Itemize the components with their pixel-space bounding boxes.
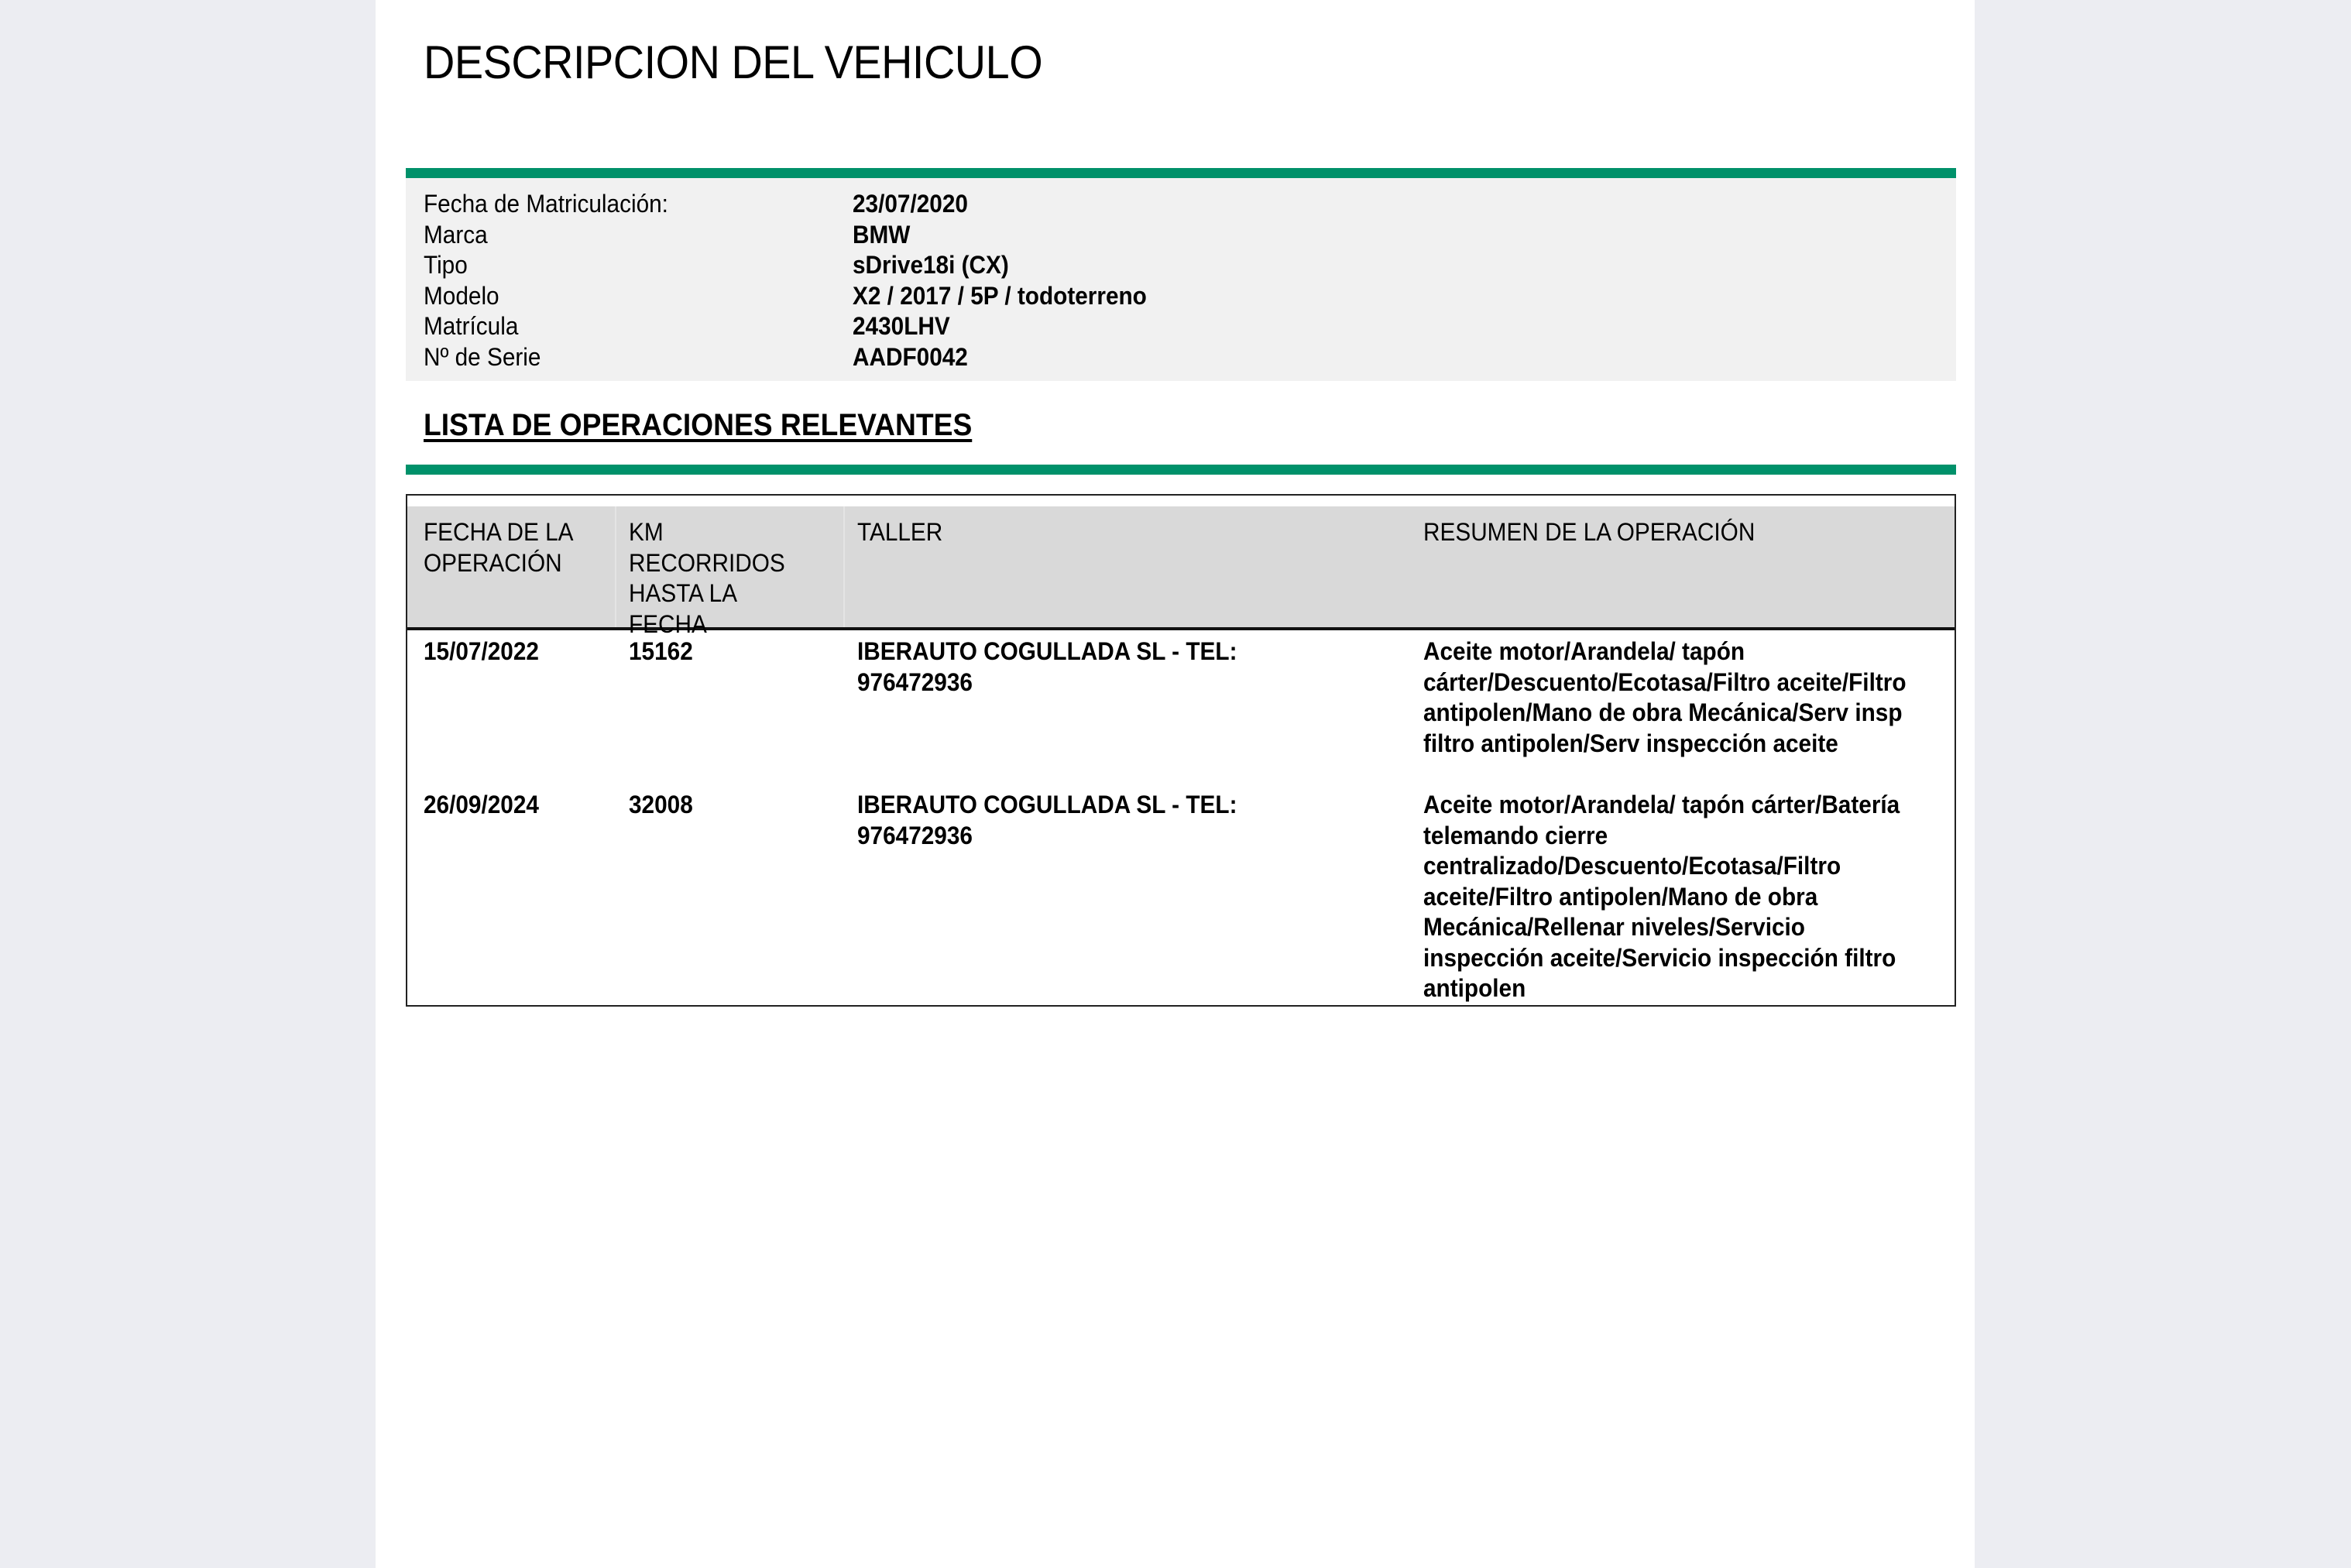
column-header-summary: RESUMEN DE LA OPERACIÓN [1423,518,1756,546]
cell-summary: Aceite motor/Arandela/ tapón cárter/Descuento/Ecotasa/Filtro aceite/Filtro antipolen/Mano de obra Mecánica/Serv insp filtro antipolen/Serv inspección aceite [1423,637,1907,757]
cell-date: 26/09/2024 [424,791,539,818]
info-row-type [406,249,1956,280]
info-label: Matrícula [424,312,519,340]
info-value: 23/07/2020 [853,190,968,218]
info-row-brand [406,219,1956,250]
cell-km: 15162 [629,637,693,665]
info-row-registration-date [406,188,1956,219]
cell-km: 32008 [629,791,693,818]
info-value: BMW [853,220,911,249]
info-label: Nº de Serie [424,342,541,371]
column-separator [615,506,616,627]
info-value: AADF0042 [853,342,968,371]
table-row [407,790,1955,1004]
info-label: Modelo [424,281,499,310]
info-label: Marca [424,220,488,249]
column-header-km: KM RECORRIDOS HASTA LA FECHA [629,518,785,638]
operations-table [406,494,1956,1007]
cell-workshop: IBERAUTO COGULLADA SL - TEL: 976472936 [857,791,1237,849]
info-row-serial [406,341,1956,372]
vehicle-info-panel [406,178,1956,381]
section-title: LISTA DE OPERACIONES RELEVANTES [424,408,973,442]
info-value: 2430LHV [853,312,950,340]
info-value: sDrive18i (CX) [853,251,1009,279]
info-label: Fecha de Matriculación: [424,190,668,218]
column-separator [843,506,845,627]
page-title: DESCRIPCION DEL VEHICULO [424,36,1043,88]
document-page [376,0,1975,1568]
column-header-date: FECHA DE LA OPERACIÓN [424,518,572,577]
info-label: Tipo [424,251,468,279]
cell-summary: Aceite motor/Arandela/ tapón cárter/Batería telemando cierre centralizado/Descuento/Ecotasa/Filtro aceite/Filtro antipolen/Mano de obra Mecánica/Rellenar niveles/Servicio inspección aceite/Servicio inspección filtro antipolen [1423,791,1900,1002]
section-divider [406,465,1956,475]
section-divider [406,168,1956,178]
info-value: X2 / 2017 / 5P / todoterreno [853,281,1147,310]
info-row-model [406,280,1956,311]
column-header-workshop: TALLER [857,518,943,546]
table-header [407,506,1955,638]
table-row [407,636,1955,790]
info-row-plate [406,311,1956,341]
cell-workshop: IBERAUTO COGULLADA SL - TEL: 976472936 [857,637,1237,696]
cell-date: 15/07/2022 [424,637,539,665]
